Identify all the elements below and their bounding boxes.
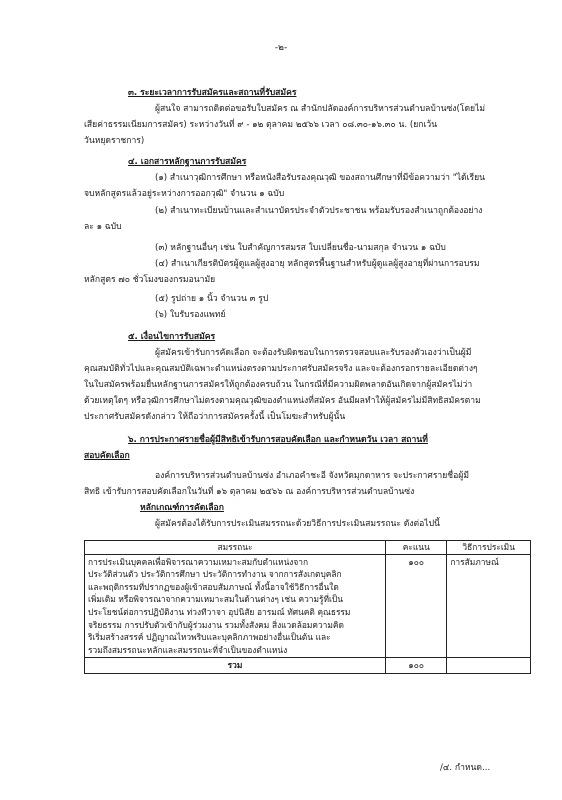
competency-cell: [85, 554, 386, 658]
table-row: [85, 554, 531, 658]
section5-line: ในใบสมัครพร้อมยื่นหลักฐานการสมัครให้ถูกต้องครบถ้วน ในกรณีที่มีความผิดพลาดอันเกิดจากผู้สมัครไม่ว่า: [84, 380, 473, 390]
section3-heading: ๓. ระยะเวลาการรับสมัครและสถานที่รับสมัคร: [128, 88, 297, 98]
section6-heading-cont: สอบคัดเลือก: [84, 451, 130, 461]
criteria-heading: หลักเกณฑ์การคัดเลือก: [140, 503, 224, 513]
total-method-empty: [447, 658, 531, 674]
competency-line: ประวัติส่วนตัว ประวัติการศึกษา ประวัติการทำงาน จากการสังเกตบุคลิก: [88, 569, 342, 580]
section4-line: หลักสูตร ๗๐ ชั่วโมงของกรมอนามัย: [84, 275, 216, 285]
section4-line: (๔) สำเนาเกียรติบัตรผู้ดูแลผู้สูงอายุ หลักสูตรพื้นฐานสำหรับผู้ดูแลผู้สูงอายุที่ผ่านการอบรม: [155, 259, 480, 269]
competency-line: และพฤติกรรมที่ปรากฏของผู้เข้าสอบสัมภาษณ์ ทั้งนี้อาจใช้วิธีการอื่นใด: [88, 581, 339, 592]
section6-line: องค์การบริหารส่วนตำบลบ้านซ่ง อำเภอคำชะอี จังหวัดมุกดาหาร จะประกาศรายชื่อผู้มี: [155, 471, 469, 481]
section5-line: ผู้สมัครเข้ารับการคัดเลือก จะต้องรับผิดชอบในการตรวจสอบและรับรองตัวเองว่าเป็นผู้มี: [155, 348, 472, 358]
competency-line: จริยธรรม การปรับตัวเข้ากับผู้ร่วมงาน รวมทั้งสังคม สิ่งแวดล้อมความคิด: [88, 619, 344, 630]
page-number: -๒-: [274, 43, 288, 53]
section3-line: เสียค่าธรรมเนียมการสมัคร) ระหว่างวันที่ ๙ - ๑๒ ตุลาคม ๒๕๖๖ เวลา ๐๘.๓๐-๑๖.๓๐ น. (ยกเว้น: [84, 120, 438, 130]
page-continuation: /๔. กำหนด...: [440, 763, 491, 773]
header-competency: สมรรถนะ: [85, 541, 386, 555]
header-score: คะแนน: [386, 541, 447, 555]
section4-line: (๓) หลักฐานอื่นๆ เช่น ใบสำคัญการสมรส ใบเปลี่ยนชื่อ-นามสกุล จำนวน ๑ ฉบับ: [155, 243, 446, 253]
section3-line: ผู้สนใจ สามารถติดต่อขอรับใบสมัคร ณ สำนักปลัดองค์การบริหารส่วนตำบลบ้านซ่ง(โดยไม่: [155, 104, 486, 114]
section4-line: (๖) ใบรับรองแพทย์: [155, 310, 226, 320]
section4-line: จบหลักสูตรแล้วอยู่ระหว่างการออกวุฒิ" จำนวน ๑ ฉบับ: [84, 189, 285, 199]
competency-line: ประโยชน์ต่อการปฏิบัติงาน ท่วงทีวาจา อุปนิสัย อารมณ์ ทัศนคติ คุณธรรม: [88, 606, 351, 617]
score-cell: ๑๐๐: [386, 554, 447, 658]
section5-line: คุณสมบัติทั่วไปและคุณสมบัติเฉพาะตำแหน่งตรงตามประกาศรับสมัครจริง และจะต้องกรอกรายละเอียดต่างๆ: [84, 364, 478, 374]
section3-line: วันหยุดราชการ): [84, 136, 145, 146]
section4-line: (๒) สำเนาทะเบียนบ้านและสำเนาบัตรประจำตัวประชาชน พร้อมรับรองสำเนาถูกต้องอย่าง: [155, 206, 483, 216]
section4-heading: ๔. เอกสารหลักฐานการรับสมัคร: [128, 157, 247, 167]
section5-line: ด้วยเหตุใดๆ หรือวุฒิการศึกษาไม่ตรงตามคุณวุฒิของตำแหน่งที่สมัคร อันมีผลทำให้ผู้สมัครไม่มีสิทธิสมัครตาม: [84, 396, 481, 406]
table-total-row: [85, 658, 531, 674]
competency-line: การประเมินบุคคลเพื่อพิจารณาความเหมาะสมกับตำแหน่งจาก: [88, 556, 309, 567]
criteria-table: [84, 540, 531, 674]
competency-line: รวมถึงสมรรถนะหลักและสมรรถนะที่จำเป็นของตำแหน่ง: [88, 644, 288, 655]
section4-line: ละ ๑ ฉบับ: [84, 222, 122, 232]
total-label: รวม: [85, 658, 386, 674]
section4-line: (๕) รูปถ่าย ๑ นิ้ว จำนวน ๓ รูป: [155, 294, 269, 304]
header-method: วิธีการประเมิน: [447, 541, 531, 555]
section5-line: ประกาศรับสมัครดังกล่าว ให้ถือว่าการสมัครครั้งนี้ เป็นโมฆะสำหรับผู้นั้น: [84, 412, 346, 422]
section6-heading: ๖. การประกาศรายชื่อผู้มีสิทธิเข้ารับการสอบคัดเลือก และกำหนดวัน เวลา สถานที่: [128, 435, 428, 445]
table-header-row: [85, 541, 531, 555]
method-cell: การสัมภาษณ์: [447, 554, 531, 658]
criteria-intro: ผู้สมัครต้องได้รับการประเมินสมรรถนะด้วยวิธีการประเมินสมรรถนะ ดังต่อไปนี้: [155, 519, 440, 529]
section4-line: (๑) สำเนาวุฒิการศึกษา หรือหนังสือรับรองคุณวุฒิ ของสถานศึกษาที่มีข้อความว่า "ได้เรียน: [155, 173, 486, 183]
competency-line: ริเริ่มสร้างสรรค์ ปฏิญาณไหวพริบและบุคลิกภาพอย่างอื่นเป็นต้น และ: [88, 632, 331, 643]
competency-line: เพิ่มเติม หรือพิจารณาจากความเหมาะสมในด้านต่างๆ เช่น ความรู้ที่เป็น: [88, 594, 343, 605]
section6-line: สิทธิ เข้ารับการสอบคัดเลือกในวันที่ ๑๖ ตุลาคม ๒๕๖๖ ณ องค์การบริหารส่วนตำบลบ้านซ่ง: [84, 487, 415, 497]
section5-heading: ๕. เงื่อนไขการรับสมัคร: [128, 332, 216, 342]
total-score: ๑๐๐: [386, 658, 447, 674]
